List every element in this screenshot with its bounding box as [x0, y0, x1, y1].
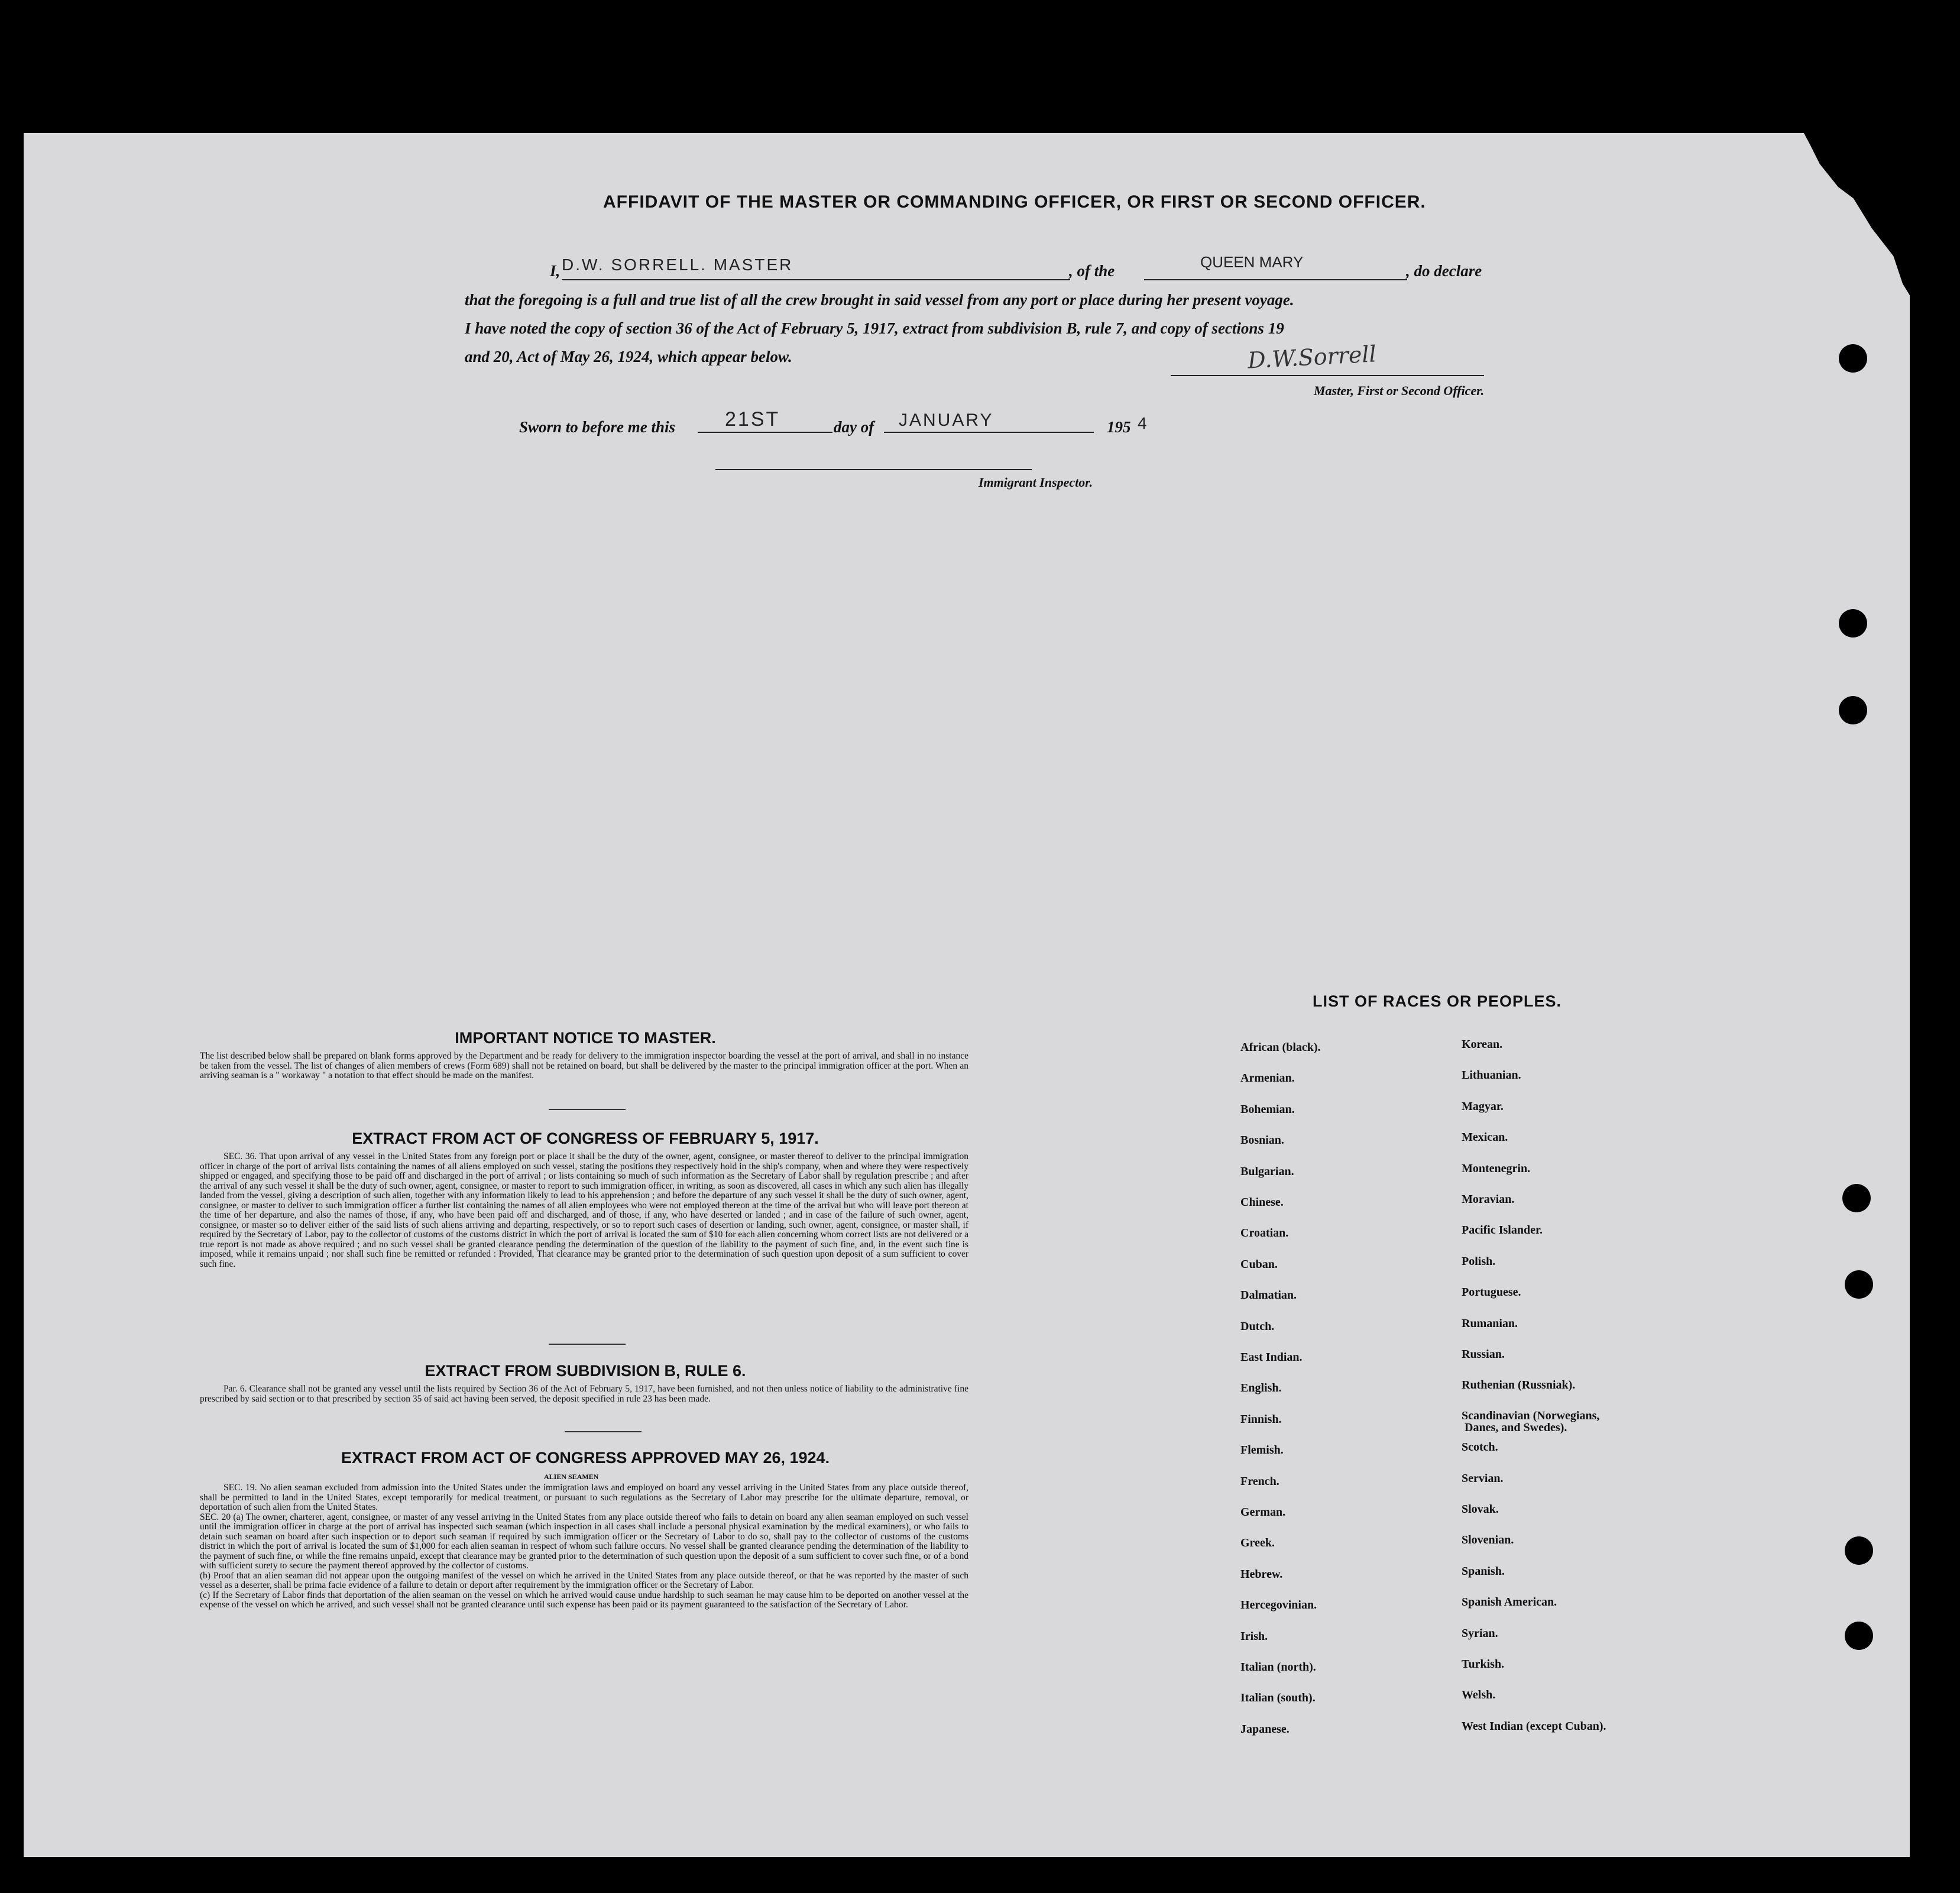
race-item: Servian. — [1462, 1471, 1504, 1485]
race-item: Bosnian. — [1240, 1134, 1284, 1147]
day-of-label: day of — [834, 418, 874, 436]
month-line — [884, 432, 1094, 433]
affidavit-i: I, — [550, 262, 561, 280]
signature-line — [1171, 375, 1484, 376]
race-item: French. — [1240, 1474, 1279, 1488]
race-item: Rumanian. — [1462, 1316, 1518, 1330]
punch-hole — [1845, 1536, 1873, 1565]
race-item: Bulgarian. — [1240, 1164, 1294, 1178]
race-item: Magyar. — [1462, 1099, 1504, 1113]
notice-body: The list described below shall be prepared on blank forms approved by the Department and be ready for delivery to the immigration inspector boarding the vessel at the port of arrival, and shall in no instance be taken from the vessel. The list of changes of alien members of crews (Form 689) shall not be retained on board, but shall be delivered by the master to the principal immigration officer at the port. When an arriving seaman is a " workaway " a notation to that effect should be made on the manifest. — [200, 1051, 968, 1080]
race-item: Armenian. — [1240, 1072, 1295, 1085]
subdivision-body: Par. 6. Clearance shall not be granted any vessel until the lists required by Section 36 of the Act of February 5, 1917, have been furnished, and not then unless notice of liability to the administrative fine prescribed by said section or to that prescribed by section 35 of said act having been served, the deposit specified in rule 23 has been made. — [200, 1384, 968, 1404]
race-item: Slovak. — [1462, 1503, 1499, 1516]
race-item: Welsh. — [1462, 1688, 1496, 1702]
affidavit-line-2: that the foregoing is a full and true list of all the crew brought in said vessel from any port or place during her present voyage. — [465, 291, 1294, 309]
race-item: Portuguese. — [1462, 1286, 1521, 1299]
divider — [549, 1344, 626, 1345]
punch-hole — [1845, 1622, 1873, 1650]
master-signature: D.W.Sorrell — [1246, 341, 1377, 374]
race-item: Polish. — [1462, 1254, 1496, 1268]
sworn-label: Sworn to before me this — [519, 418, 676, 436]
race-item: Dutch. — [1240, 1319, 1275, 1333]
subdivision-title: EXTRACT FROM SUBDIVISION B, RULE 6. — [425, 1362, 746, 1380]
race-item: Chinese. — [1240, 1196, 1284, 1209]
race-item: Ruthenian (Russniak). — [1462, 1379, 1576, 1392]
race-item: Dalmatian. — [1240, 1289, 1297, 1302]
race-item: East Indian. — [1240, 1351, 1303, 1364]
race-item: Flemish. — [1240, 1444, 1284, 1457]
signature-caption: Master, First or Second Officer. — [1314, 383, 1485, 398]
race-item: Turkish. — [1462, 1658, 1505, 1671]
inspector-caption: Immigrant Inspector. — [979, 475, 1093, 490]
notice-title: IMPORTANT NOTICE TO MASTER. — [455, 1029, 716, 1047]
race-item: Finnish. — [1240, 1412, 1282, 1426]
affidavit-line-4: and 20, Act of May 26, 1924, which appear below. — [465, 348, 792, 365]
race-item: Croatian. — [1240, 1227, 1289, 1240]
alien-seamen-subtitle: ALIEN SEAMEN — [544, 1473, 599, 1481]
sworn-month-handwritten: JANUARY — [899, 410, 994, 430]
extract-1924-body: SEC. 19. No alien seaman excluded from admission into the United States under the immigration laws and employed on board any vessel arriving in the United States from any place outside thereof, shall be permitted to land in the United States, except temporarily for medical treatment, or pursuant to such regulations as the Secretary of Labor may prescribe for the ultimate departure, removal, or deportation of such alien from the United States. SEC. 20 (a) The owner, charterer, agent, consignee, or master of any vessel arriving in the United States from any place outside thereof who fails to detain on board any alien seaman employed on such vessel until the immigration officer in charge at the port of arrival has inspected such seaman (which inspection in all cases shall include a personal physical examination by the medical examiners), or who fails to detain such seaman on board after such inspection or to deport such seaman if required by such immigration officer or the Secretary of Labor to do so, shall pay to the collector of customs of the customs district in which the port of arrival is located the sum of $1,000 for each alien seaman in respect of whom such failure occurs. No vessel shall be granted clearance pending the determination of the liability to the payment of such fine, or while the fine remains unpaid, except that clearance may be granted prior to the determination of such question upon the deposit of a sum sufficient to cover such fine, or of a bond with sufficient surety to secure the payment thereof approved by the collector of customs. (b) Proof that an alien seaman did not appear upon the outgoing manifest of the vessel on which he arrived in the United States from any place outside thereof, or that he was reported by the master of such vessel as a deserter, shall be prima facie evidence of a failure to detain or deport after requirement by the immigration officer or the Secretary of Labor. (c) If the Secretary of Labor finds that deportation of the alien seaman on the vessel on which he arrived would cause undue hardship to such seaman he may cause him to be deported on another vessel at the expense of the vessel on which he arrived, and such vessel shall not be granted clearance until such expense has been paid or its payment guaranteed to the satisfaction of the Secretary of Labor. — [200, 1483, 968, 1610]
divider — [565, 1431, 642, 1432]
race-item: Spanish. — [1462, 1564, 1505, 1578]
race-item: Mexican. — [1462, 1131, 1508, 1144]
punch-hole — [1842, 1184, 1871, 1212]
race-item: Italian (north). — [1240, 1661, 1316, 1674]
year-prefix: 195 — [1107, 418, 1131, 436]
vessel-name: QUEEN MARY — [1200, 253, 1304, 271]
extract-1917-title: EXTRACT FROM ACT OF CONGRESS OF FEBRUARY 5, 1917. — [352, 1130, 819, 1147]
race-item: Russian. — [1462, 1348, 1505, 1361]
race-item: Moravian. — [1462, 1193, 1515, 1206]
affidavit-title: AFFIDAVIT OF THE MASTER OR COMMANDING OFFICER, OR FIRST OR SECOND OFFICER. — [603, 192, 1426, 212]
name-line — [562, 279, 1070, 280]
race-item: Italian (south). — [1240, 1691, 1316, 1705]
race-item: Greek. — [1240, 1536, 1275, 1550]
race-item: Scandinavian (Norwegians, Danes, and Swedes). — [1462, 1409, 1600, 1434]
race-item: Slovenian. — [1462, 1533, 1514, 1547]
sworn-day-handwritten: 21ST — [725, 408, 780, 431]
races-title: LIST OF RACES OR PEOPLES. — [1313, 992, 1562, 1010]
race-item: African (black). — [1240, 1041, 1321, 1054]
race-item: Korean. — [1462, 1038, 1503, 1051]
sworn-year-handwritten: 4 — [1138, 414, 1149, 432]
race-item: Bohemian. — [1240, 1102, 1295, 1116]
inspector-line — [715, 469, 1032, 470]
punch-hole — [1845, 1270, 1873, 1299]
race-item: Japanese. — [1240, 1722, 1290, 1736]
race-item: Montenegrin. — [1462, 1161, 1531, 1175]
of-the-label: , of the — [1069, 262, 1115, 280]
race-item: Hebrew. — [1240, 1567, 1283, 1581]
race-item: Pacific Islander. — [1462, 1224, 1543, 1237]
punch-hole — [1839, 344, 1867, 373]
master-name-handwritten: D.W. SORRELL. MASTER — [562, 255, 793, 274]
race-item: West Indian (except Cuban). — [1462, 1719, 1606, 1733]
vessel-line — [1144, 279, 1407, 280]
extract-1924-title: EXTRACT FROM ACT OF CONGRESS APPROVED MAY 26, 1924. — [341, 1449, 830, 1467]
race-item: English. — [1240, 1381, 1282, 1395]
race-item: Lithuanian. — [1462, 1069, 1521, 1082]
do-declare-label: , do declare — [1406, 262, 1482, 280]
race-item: Spanish American. — [1462, 1596, 1557, 1609]
race-item: Cuban. — [1240, 1257, 1278, 1271]
punch-hole — [1839, 609, 1867, 638]
race-item: Syrian. — [1462, 1626, 1498, 1640]
affidavit-line-3: I have noted the copy of section 36 of the Act of February 5, 1917, extract from subdivision B, rule 7, and copy of sections 19 — [465, 319, 1284, 337]
race-item: Irish. — [1240, 1629, 1268, 1643]
divider — [549, 1109, 626, 1110]
race-item: Scotch. — [1462, 1441, 1498, 1454]
bleed-through — [402, 210, 410, 238]
race-item: Hercegovinian. — [1240, 1598, 1317, 1612]
punch-hole — [1839, 696, 1867, 724]
extract-1917-body: SEC. 36. That upon arrival of any vessel in the United States from any foreign port or place it shall be the duty of the owner, agent, consignee, or master thereof to deliver to the principal immigration officer in charge of the port of arrival lists containing the names of all aliens employed on such vessel, stating the positions they respectively hold in the ship's company, when and where they were respectively shipped or engaged, and specifying those to be paid off and discharged in the port of arrival ; or lists containing so much of such information as the Secretary of Labor shall by regulation prescribe ; and after the arrival of any such vessel it shall be the duty of such owner, agent, consignee, or master to report to such immigration officer, in writing, as soon as discovered, all cases in which any such alien has illegally landed from the vessel, giving a description of such alien, together with any information likely to lead to his apprehension ; and before the departure of any such vessel it shall be the duty of such owner, agent, consignee, or master to deliver to such immigration officer a further list containing the names of all alien employees who were not employed thereon at the time of the arrival but who will leave port thereon at the time of her departure, and also the names of those, if any, who have been paid off and discharged, and of those, if any, who have deserted or landed ; and in case of the failure of such owner, agent, consignee, or master so to deliver either of the said lists of such aliens arriving and departing, respectively, or so to report such cases of desertion or landing, such owner, agent, consignee, or master shall, if required by the Secretary of Labor, pay to the collector of customs of the customs district in which the port of arrival is located the sum of $10 for each alien concerning whom correct lists are not delivered or a true report is not made as above required ; and no such vessel shall be granted clearance pending the determination of the question of the liability to the payment of such fine, and, in the event such fine is imposed, while it remains unpaid ; nor shall such fine be remitted or refunded : Provided, That clearance may be granted prior to the determination of such question upon deposit of a sum sufficient to cover such fine. — [200, 1151, 968, 1269]
race-item: German. — [1240, 1506, 1286, 1519]
day-line — [698, 432, 832, 433]
